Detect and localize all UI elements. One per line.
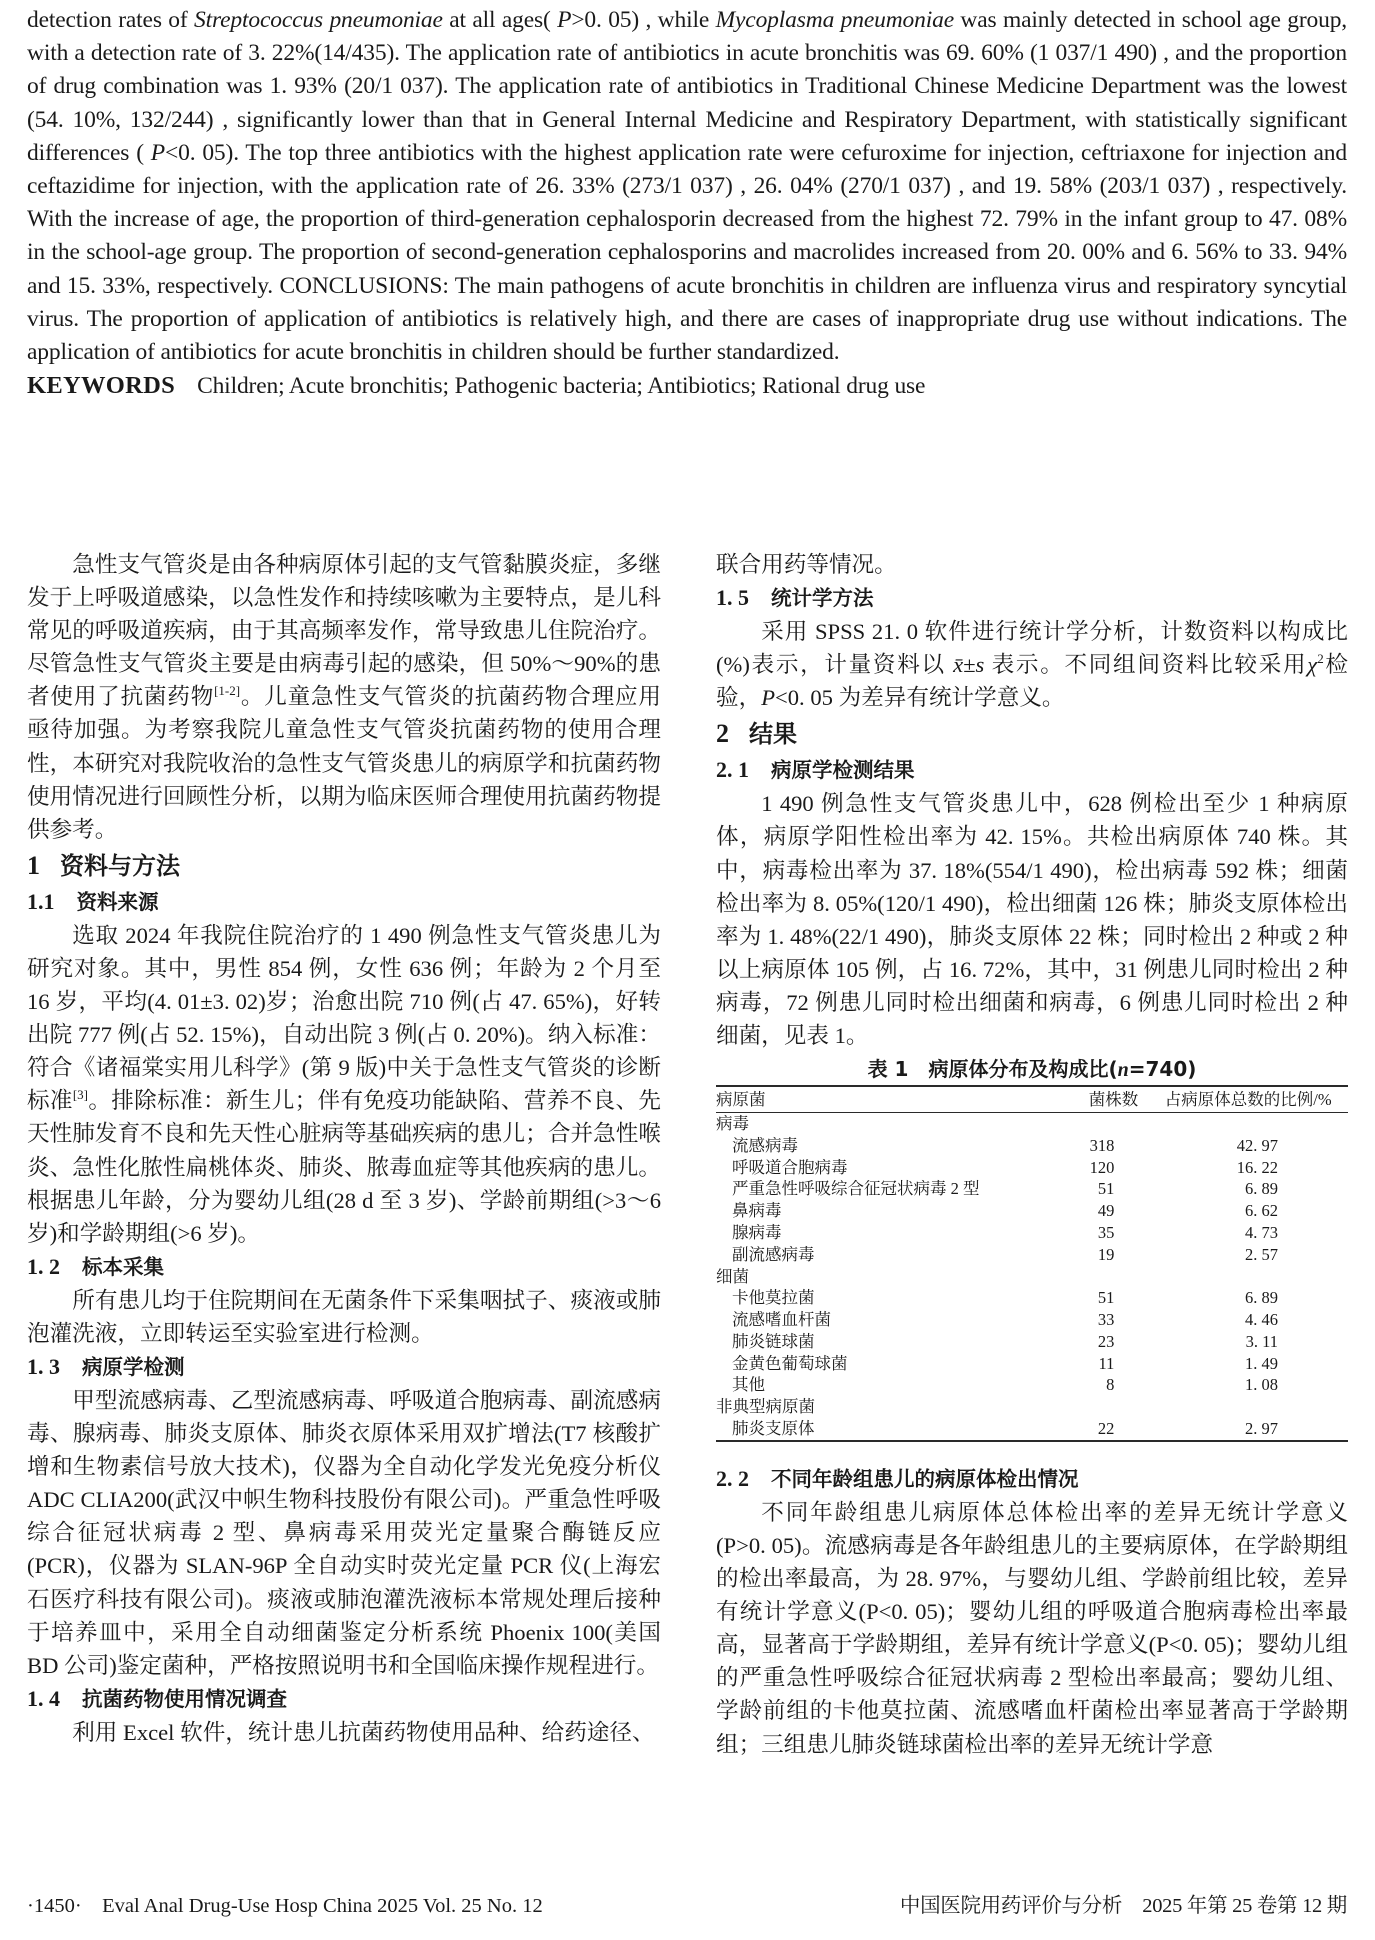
subsection-heading-1-4 <box>27 1682 661 1716</box>
paragraph-text: 选取 2024 年我院住院治疗的 1 490 例急性支气管炎患儿为研究对象。其中，男性 854 例，女性 636 例；年龄为 2 个月至 16 岁，平均(4. 01±3. 02)岁；治愈出院 710 例(占 47. 65%)，好转出院 777 例(占 52. 15%)，自动出院 3 例(占 0. 20%)。纳入标准：符合《诸福棠实用儿科学》(第 9 版)中关于急性支气管炎的诊断标准 <box>27 922 661 1114</box>
percentage: 6. 89 <box>1245 1179 1278 1199</box>
strain-count: 51 <box>1097 1179 1115 1199</box>
right-column <box>716 548 1348 1761</box>
paragraph-antibiotic-survey: 利用 Excel 软件，统计患儿抗菌药物使用品种、给药途径、 <box>72 1719 655 1745</box>
strain-count <box>1083 1112 1159 1134</box>
table-body <box>716 1112 1348 1440</box>
paragraph-pathogen-detection: 甲型流感病毒、乙型流感病毒、呼吸道合胞病毒、副流感病毒、腺病毒、肺炎支原体、肺炎衣原体采用双扩增法(T7 核酸扩增和生物素信号放大技术)，仪器为全自动化学发光免疫分析仪 ADC CLIA200(武汉中帜生物科技股份有限公司)。严重急性呼吸综合征冠状病毒 2 型、鼻病毒采用荧光定量聚合酶链反应(PCR)，仪器为 SLAN-96P 全自动实时荧光定量 PCR 仪(上海宏石医疗科技有限公司)。痰液或肺泡灌洗液标本常规处理后接种于培养皿中，采用全自动细菌鉴定分析系统 Phoenix 100(美国 BD 公司)鉴定菌种，严格按照说明书和全国临床操作规程进行。 <box>27 1387 661 1678</box>
pathogen-name: 流感嗜血杆菌 <box>732 1310 831 1330</box>
section-title: 结果 <box>749 720 797 749</box>
chi-symbol: χ <box>1307 652 1318 678</box>
table-1-pathogen-distribution <box>716 1085 1348 1442</box>
table-row <box>716 1178 1348 1200</box>
percentage <box>1158 1266 1348 1288</box>
percentage: 4. 73 <box>1245 1222 1278 1242</box>
pathogen-name: 副流感病毒 <box>732 1244 815 1264</box>
subsection-number: 1. 4 <box>27 1685 60 1711</box>
keywords-label: KEYWORDS <box>27 372 176 400</box>
pathogen-name: 肺炎支原体 <box>732 1419 815 1439</box>
caption-n: n <box>1117 1059 1129 1082</box>
percentage: 6. 62 <box>1245 1201 1278 1221</box>
percentage: 1. 49 <box>1245 1353 1278 1373</box>
subsection-title: 标本采集 <box>82 1254 164 1279</box>
table-header-row <box>716 1086 1348 1112</box>
abstract-text <box>27 4 1347 369</box>
paragraph-pathogen-results: 1 490 例急性支气管炎患儿中，628 例检出至少 1 种病原体，病原学阳性检出率为 42. 15%。共检出病原体 740 株。其中，病毒检出率为 37. 18%(554/1 490)，检出病毒 592 株；细菌检出率为 8. 05%(120/1 490)，检出细菌 126 株；肺炎支原体检出率为 1. 48%(22/1 490)，肺炎支原体 22 株；同时检出 2 种或 2 种以上病原体 105 例，占 16. 72%，其中，31 例患儿同时检出 2 种病毒，72 例患儿同时检出细菌和病毒，6 例患儿同时检出 2 种细菌，见表 1。 <box>716 791 1348 1049</box>
section-heading-1 <box>27 848 661 884</box>
pathogen-category: 细菌 <box>716 1266 749 1286</box>
strain-count: 11 <box>1098 1353 1115 1373</box>
paragraph-specimen-collection: 所有患儿均于住院期间在无菌条件下采集咽拭子、痰液或肺泡灌洗液，立即转运至实验室进行检测。 <box>27 1287 661 1346</box>
abstract-text-segment: >0. 05) , while <box>571 7 716 33</box>
section-number: 1 <box>27 850 40 880</box>
strain-count: 51 <box>1097 1288 1115 1308</box>
percentage: 1. 08 <box>1245 1375 1278 1395</box>
subsection-heading-1-3 <box>27 1350 661 1384</box>
chi-superscript: 2 <box>1317 651 1324 667</box>
p-symbol: P <box>761 685 775 711</box>
subsection-heading-1-1 <box>27 885 661 919</box>
subsection-heading-1-5 <box>716 581 1348 615</box>
pathogen-name: 肺炎链球菌 <box>732 1331 815 1351</box>
subsection-heading-2-1 <box>716 753 1348 787</box>
strain-count: 22 <box>1097 1419 1115 1439</box>
paragraph-age-group-detection: 不同年龄组患儿病原体总体检出率的差异无统计学意义(P>0. 05)。流感病毒是各年龄组患儿的主要病原体，在学龄期组的检出率最高，为 28. 97%，与婴幼儿组、学龄前组比较，差异有统计学意义(P<0. 05)；婴幼儿组的呼吸道合胞病毒检出率最高，显著高于学龄期组，差异有统计学意义(P<0. 05)；婴幼儿组的严重急性呼吸综合征冠状病毒 2 型检出率最高；婴幼儿组、学龄前组的卡他莫拉菌、流感嗜血杆菌检出率显著高于学龄期组；三组患儿肺炎链球菌检出率的差异无统计学意 <box>716 1499 1348 1757</box>
subsection-number: 1. 3 <box>27 1353 60 1379</box>
abstract-text-segment: at all ages( <box>442 7 558 33</box>
table-group-row <box>716 1396 1348 1418</box>
subsection-heading-1-2 <box>27 1250 661 1284</box>
table-group-row <box>716 1112 1348 1134</box>
abstract-italic-term: P <box>557 7 572 33</box>
table-row <box>716 1309 1348 1331</box>
pathogen-name: 其他 <box>732 1375 765 1395</box>
column-header-pathogen: 病原菌 <box>716 1090 766 1110</box>
strain-count: 8 <box>1106 1375 1115 1395</box>
keywords-text: Children; Acute bronchitis; Pathogenic bacteria; Antibiotics; Rational drug use <box>197 373 926 400</box>
table-row <box>716 1135 1348 1157</box>
pathogen-name: 卡他莫拉菌 <box>732 1288 815 1308</box>
subsection-title: 抗菌药物使用情况调查 <box>82 1686 287 1711</box>
paragraph-antibiotic-survey-cont: 联合用药等情况。 <box>716 552 897 577</box>
table-row <box>716 1418 1348 1441</box>
percentage: 42. 97 <box>1236 1135 1278 1155</box>
footer-journal-cn: 中国医院用药评价与分析 2025 年第 25 卷第 12 期 <box>899 1895 1347 1917</box>
subsection-title: 不同年龄组患儿的病原体检出情况 <box>771 1466 1079 1491</box>
intro-paragraph <box>27 548 661 846</box>
pathogen-name: 金黄色葡萄球菌 <box>732 1353 848 1373</box>
pathogen-category: 非典型病原菌 <box>716 1397 815 1417</box>
strain-count: 120 <box>1089 1157 1115 1177</box>
strain-count: 19 <box>1097 1244 1115 1264</box>
left-column <box>27 548 661 1749</box>
abstract-italic-term: P <box>150 139 165 166</box>
subsection-number: 1. 2 <box>27 1253 60 1279</box>
percentage <box>1158 1396 1348 1418</box>
percentage: 6. 89 <box>1245 1288 1278 1308</box>
pathogen-name: 鼻病毒 <box>732 1201 782 1221</box>
citation-ref[interactable]: [3] <box>72 1087 89 1103</box>
intro-text-cont: 。儿童急性支气管炎的抗菌药物合理应用亟待加强。为考察我院儿童急性支气管炎抗菌药物的使用合理性，本研究对我院收治的急性支气管炎患儿的病原学和抗菌药物使用情况进行回顾性分析，以期为临床医师合理使用抗菌药物提供参考。 <box>27 684 662 842</box>
pathogen-category: 病毒 <box>716 1113 749 1133</box>
abstract-italic-term: Streptococcus pneumoniae <box>194 7 443 33</box>
strain-count: 318 <box>1089 1135 1115 1155</box>
percentage <box>1158 1112 1348 1134</box>
table-row <box>716 1157 1348 1179</box>
section-number: 2 <box>716 719 729 749</box>
abstract-text-segment: was mainly detected in school age group, with a detection rate of 3. 22%(14/435). The application rate of antibiotics in acute bronchitis was 69. 60% (1 037/1 490) , and the proportion of drug combination was 1. 93% (20/1 037). The application rate of antibiotics in Traditional Chinese Medicine Department was the lowest (54. 10%, 132/244) , significantly lower than that in General Internal Medicine and Respiratory Department, with statistically significant differences ( <box>27 7 1348 166</box>
intro-text: 急性支气管炎是由各种病原体引起的支气管黏膜炎症，多继发于上呼吸道感染，以急性发作和持续咳嗽为主要特点，是儿科常见的呼吸道疾病，由于其高频率发作，常导致患儿住院治疗。尽管急性支气管炎主要是由病毒引起的感染，但 50%～90%的患者使用了抗菌药物 <box>27 552 661 710</box>
table-row <box>716 1374 1348 1396</box>
paragraph-text: 检验， <box>716 652 1348 711</box>
table-row <box>716 1331 1348 1353</box>
subsection-title: 病原学检测 <box>82 1354 185 1379</box>
mean-sd-symbol: x̄±s <box>953 652 985 678</box>
table-1-caption <box>716 1054 1348 1085</box>
abstract-text-segment: detection rates of <box>27 7 194 33</box>
table-row <box>716 1244 1348 1266</box>
pathogen-name: 严重急性呼吸综合征冠状病毒 2 型 <box>732 1179 980 1199</box>
caption-text-end: =740) <box>1128 1057 1197 1082</box>
strain-count <box>1083 1266 1159 1288</box>
abstract-italic-term: Mycoplasma pneumoniae <box>715 7 954 33</box>
pathogen-name: 呼吸道合胞病毒 <box>732 1157 848 1177</box>
strain-count: 23 <box>1097 1331 1115 1351</box>
paragraph-text: 表示。不同组间资料比较采用 <box>984 652 1308 678</box>
section-heading-2 <box>716 716 1348 752</box>
column-header-percentage: 占病原体总数的比例/% <box>1164 1090 1332 1110</box>
strain-count <box>1083 1396 1159 1418</box>
paragraph-statistics <box>716 615 1348 714</box>
paragraph-text: 采用 SPSS 21. 0 软件进行统计学分析，计数资料以构成比(%)表示，计量资料以 <box>716 619 1348 678</box>
subsection-number: 1.1 <box>27 888 55 914</box>
citation-ref[interactable]: [1-2] <box>214 683 241 699</box>
subsection-title: 资料来源 <box>76 889 159 914</box>
section-title: 资料与方法 <box>60 851 180 880</box>
subsection-heading-2-2 <box>716 1462 1348 1496</box>
percentage: 16. 22 <box>1236 1157 1278 1177</box>
table-row <box>716 1200 1348 1222</box>
keywords-line <box>27 369 1347 403</box>
table-row <box>716 1287 1348 1309</box>
subsection-title: 统计学方法 <box>771 586 874 611</box>
subsection-number: 1. 5 <box>716 585 749 611</box>
strain-count: 49 <box>1097 1201 1115 1221</box>
subsection-title: 病原学检测结果 <box>771 758 915 783</box>
abstract-text-segment: <0. 05). The top three antibiotics with the highest application rate were cefuroxime for injection, ceftriaxone for injection and ceftazidime for injection, with the application rate of 26. 33% (273/1 037) , 26. 04% (270/1 037) , and 19. 58% (203/1 037) , respectively. With the increase of age, the proportion of third-generation cephalosporin decreased from the highest 72. 79% in the infant group to 47. 08% in the school-age group. The proportion of second-generation cephalosporins and macrolides increased from 20. 00% and 6. 56% to 33. 94% and 15. 33%, respectively. CONCLUSIONS: The main pathogens of acute bronchitis in children are influenza virus and respiratory syncytial virus. The proportion of application of antibiotics is relatively high, and there are cases of inappropriate drug use without indications. The application of antibiotics for acute bronchitis in children should be further standardized. <box>27 139 1347 366</box>
english-abstract <box>27 4 1347 403</box>
table-group-row <box>716 1266 1348 1288</box>
paragraph-text: <0. 05 为差异有统计学意义。 <box>775 685 1065 711</box>
strain-count: 33 <box>1097 1310 1115 1330</box>
table-row <box>716 1353 1348 1375</box>
pathogen-name: 腺病毒 <box>732 1222 782 1242</box>
subsection-number: 2. 1 <box>716 757 749 783</box>
paragraph-data-source <box>27 919 661 1250</box>
column-header-count: 菌株数 <box>1088 1090 1139 1110</box>
strain-count: 35 <box>1097 1222 1115 1242</box>
pathogen-name: 流感病毒 <box>732 1135 798 1155</box>
footer-journal-en: ·1450· Eval Anal Drug-Use Hosp China 2025 Vol. 25 No. 12 <box>27 1895 543 1917</box>
percentage: 2. 57 <box>1245 1244 1278 1264</box>
caption-text: 表 1 病原体分布及构成比( <box>867 1057 1118 1082</box>
subsection-number: 2. 2 <box>716 1465 749 1491</box>
percentage: 4. 46 <box>1245 1310 1278 1330</box>
table-row <box>716 1222 1348 1244</box>
percentage: 3. 11 <box>1245 1331 1278 1351</box>
percentage: 2. 97 <box>1245 1419 1278 1439</box>
paragraph-text-cont: 。排除标准：新生儿；伴有免疫功能缺陷、营养不良、先天性肺发育不良和先天性心脏病等基础疾病的患儿；合并急性喉炎、急性化脓性扁桃体炎、肺炎、脓毒血症等其他疾病的患儿。根据患儿年龄，分为婴幼儿组(28 d 至 3 岁)、学龄前期组(>3～6 岁)和学龄期组(>6 岁)。 <box>27 1088 662 1246</box>
